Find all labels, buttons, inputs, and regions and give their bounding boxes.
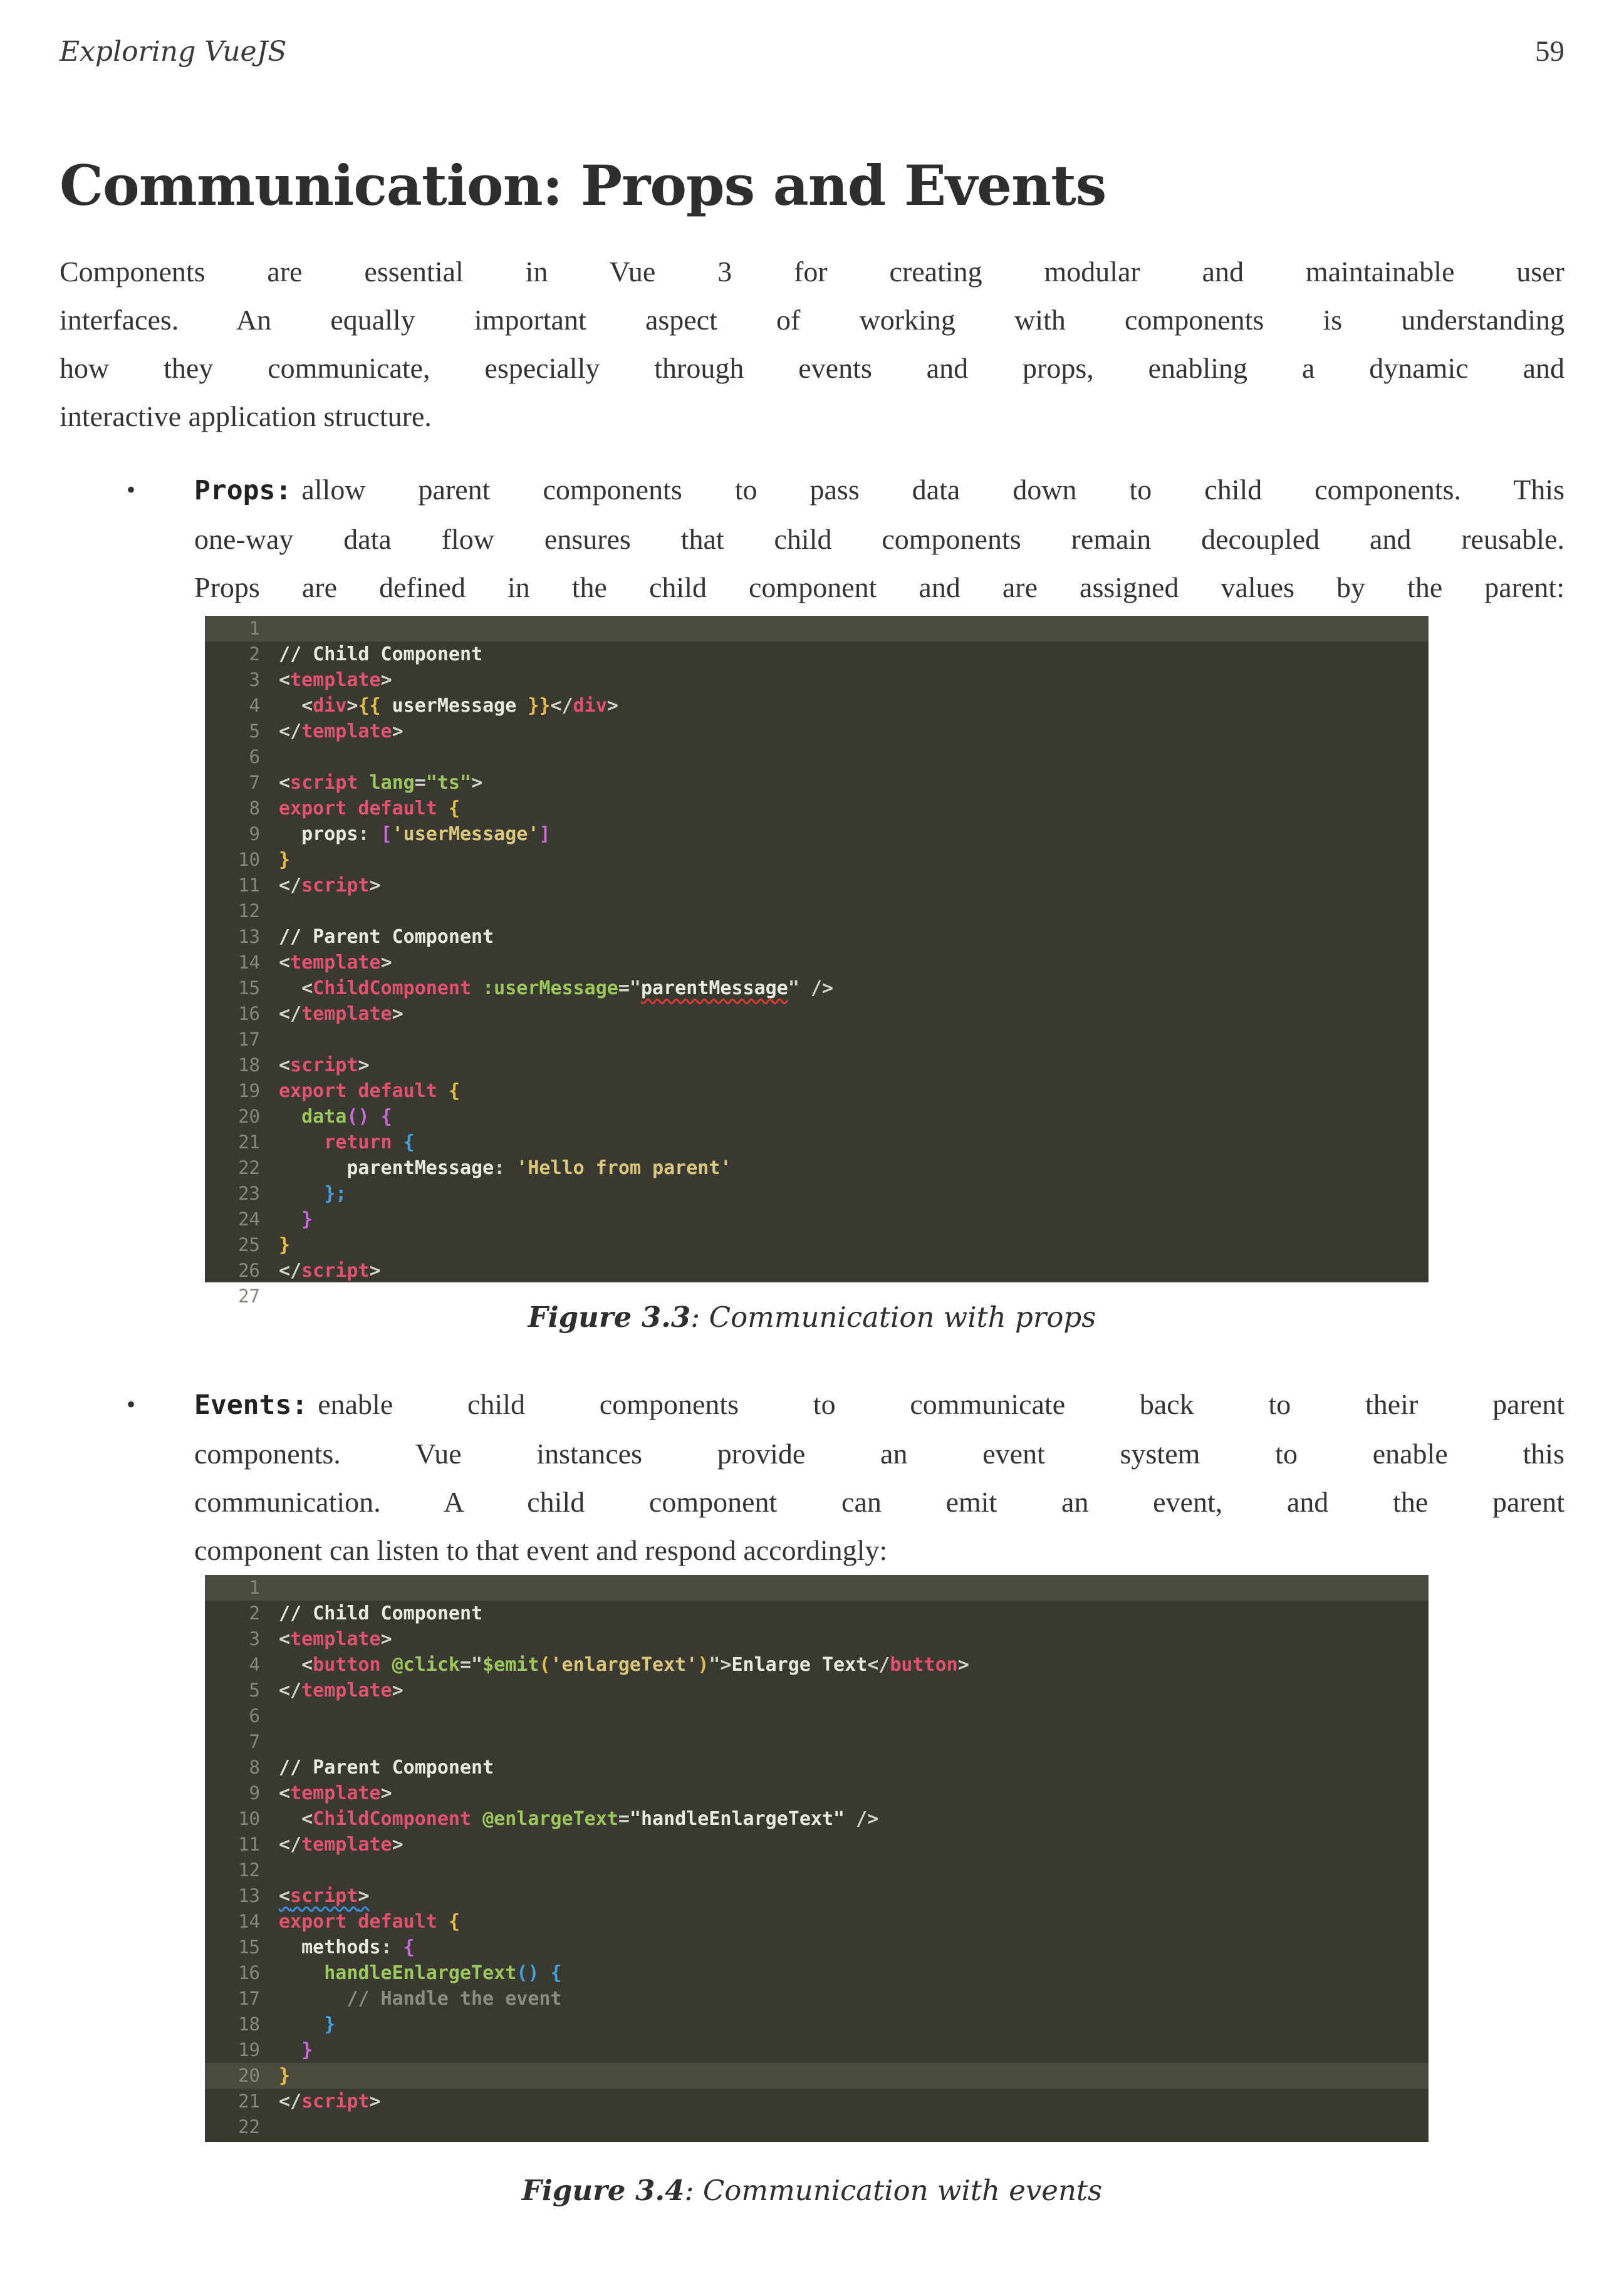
code-line: [205, 821, 1429, 847]
running-header: [60, 34, 1564, 69]
line-number: 17: [238, 1028, 260, 1050]
code-text: parentMessage: 'Hello from parent': [279, 1156, 732, 1179]
line-number: 7: [249, 771, 260, 793]
figure-caption-3-3: [60, 1299, 1564, 1336]
code-text: </template>: [279, 1679, 403, 1701]
code-text: export default {: [279, 1079, 460, 1102]
code-text: <script>: [279, 1054, 370, 1076]
line-number: 11: [238, 874, 260, 896]
line-number: 3: [249, 1628, 260, 1649]
line-number: 6: [249, 745, 260, 767]
bullet-line: one-way data flow ensures that child components remain decoupled and reusable.: [194, 522, 1564, 555]
line-number: 26: [238, 1259, 260, 1281]
line-number: 14: [238, 951, 260, 973]
code-line: [205, 1601, 1429, 1626]
code-line: [205, 950, 1429, 975]
code-line: [205, 873, 1429, 898]
bullet-line: [194, 465, 1564, 515]
code-text: methods: {: [279, 1936, 415, 1958]
code-line: [205, 2114, 1429, 2140]
code-text: </template>: [279, 1833, 403, 1856]
code-line: [205, 719, 1429, 744]
code-text: <template>: [279, 1782, 392, 1804]
code-text: // Child Component: [279, 1602, 483, 1624]
paragraph-line: interactive application structure.: [60, 400, 432, 432]
code-text: <div>{{ userMessage }}</div>: [301, 694, 618, 717]
code-editor-screenshot-events: [205, 1575, 1429, 2142]
line-number: 17: [238, 1987, 260, 2009]
code-text: props: ['userMessage']: [279, 823, 551, 845]
code-text: };: [324, 1182, 347, 1205]
bullet-line: components. Vue instances provide an event system to enable this: [194, 1437, 1564, 1470]
code-text: <ChildComponent :userMessage="parentMessage" />: [301, 977, 834, 999]
line-number: 1: [249, 617, 260, 639]
code-line: [205, 1104, 1429, 1130]
code-line: [205, 1729, 1429, 1755]
line-number: 21: [238, 2090, 260, 2112]
line-number: 11: [238, 1833, 260, 1855]
bullet-line: communication. A child component can emit an event, and the parent: [194, 1485, 1564, 1518]
running-header-title: Exploring VueJS: [60, 36, 287, 68]
line-number: 16: [238, 1002, 260, 1024]
code-text: export default {: [279, 1910, 460, 1933]
line-number: 10: [238, 848, 260, 870]
bullet-line: component can listen to that event and respond accordingly:: [194, 1534, 888, 1566]
line-number: 24: [238, 1208, 260, 1230]
line-number: 20: [238, 2064, 260, 2086]
code-text: }: [279, 1234, 291, 1256]
code-line: [205, 1755, 1429, 1780]
code-text: data() {: [301, 1105, 392, 1128]
code-text: <template>: [279, 1628, 392, 1650]
code-line: [205, 1678, 1429, 1703]
code-line: [205, 2037, 1429, 2063]
line-number: 4: [249, 1653, 260, 1675]
line-number: 14: [238, 1910, 260, 1932]
code-line: [205, 1780, 1429, 1806]
line-number: 22: [238, 2116, 260, 2138]
bullet-marker: •: [127, 1390, 136, 1418]
code-line: [205, 1207, 1429, 1232]
line-number: 27: [238, 1285, 260, 1307]
code-line: [205, 642, 1429, 667]
code-line: [205, 1001, 1429, 1027]
line-number: 19: [238, 2039, 260, 2060]
code-line: [205, 1575, 1429, 1601]
code-text: // Child Component: [279, 643, 483, 665]
code-line: [205, 1909, 1429, 1935]
intro-paragraph: [60, 247, 1564, 440]
line-number: 2: [249, 1602, 260, 1624]
code-text: // Parent Component: [279, 1756, 494, 1779]
code-line: [205, 1155, 1429, 1181]
bullet-text: enable child components to communicate back to their parent: [318, 1388, 1564, 1420]
line-number: 9: [249, 823, 260, 844]
code-text: <template>: [279, 668, 392, 691]
line-number: 7: [249, 1730, 260, 1752]
code-line: [205, 1232, 1429, 1258]
bullet-label-props: Props:: [194, 474, 292, 506]
line-number: 9: [249, 1782, 260, 1804]
code-text: </template>: [279, 1002, 403, 1025]
code-line: [205, 1052, 1429, 1078]
paragraph-line: Components are essential in Vue 3 for creating modular and maintainable user: [60, 255, 1564, 288]
code-text: }: [301, 2039, 313, 2061]
code-line: [205, 1652, 1429, 1678]
line-number: 15: [238, 977, 260, 999]
figure-caption-label: Figure 3.4: [521, 2173, 685, 2207]
code-line: [205, 693, 1429, 719]
page-number: 59: [1535, 35, 1564, 68]
code-listing: [205, 1575, 1429, 2140]
line-number: 5: [249, 1679, 260, 1701]
code-line: [205, 1806, 1429, 1832]
bullet-item-events: [127, 1380, 1564, 1574]
code-editor-screenshot-props: [205, 616, 1429, 1307]
code-text: <script lang="ts">: [279, 771, 483, 794]
code-line: [205, 1960, 1429, 1986]
line-number: 18: [238, 1054, 260, 1076]
line-number: 4: [249, 694, 260, 716]
code-line: [205, 1703, 1429, 1729]
bullet-label-events: Events:: [194, 1389, 308, 1421]
code-line: [205, 667, 1429, 693]
code-line: [205, 616, 1429, 642]
code-text: <template>: [279, 951, 392, 974]
line-number: 2: [249, 643, 260, 665]
code-text: handleEnlargeText() {: [324, 1961, 562, 1984]
paragraph-line: interfaces. An equally important aspect of working with components is understanding: [60, 303, 1564, 336]
section-heading: Communication: Props and Events: [60, 153, 1106, 218]
line-number: 25: [238, 1234, 260, 1255]
line-number: 23: [238, 1182, 260, 1204]
line-number: 12: [238, 1859, 260, 1881]
line-number: 15: [238, 1936, 260, 1958]
line-number: 12: [238, 900, 260, 922]
bullet-line: [194, 1380, 1564, 1430]
code-text: <button @click="$emit('enlargeText')">Enlarge Text</button>: [301, 1653, 969, 1676]
code-line: [205, 847, 1429, 873]
code-line: [205, 744, 1429, 770]
figure-caption-label: Figure 3.3: [528, 1300, 691, 1334]
code-text: <ChildComponent @enlargeText="handleEnlargeText" />: [301, 1807, 879, 1830]
line-number: 10: [238, 1807, 260, 1829]
code-text: // Parent Component: [279, 925, 494, 948]
code-text: </script>: [279, 874, 381, 896]
line-number: 1: [249, 1576, 260, 1598]
line-number: 21: [238, 1131, 260, 1153]
code-line: [205, 1130, 1429, 1155]
code-text: }: [279, 848, 291, 871]
code-line: [205, 1258, 1429, 1284]
code-line: [205, 1986, 1429, 2012]
code-line: [205, 898, 1429, 924]
code-line: [205, 1832, 1429, 1857]
line-number: 20: [238, 1105, 260, 1127]
code-line: [205, 975, 1429, 1001]
code-line: [205, 2089, 1429, 2114]
code-line: [205, 1857, 1429, 1883]
code-text: }: [279, 2064, 291, 2087]
code-line: [205, 1181, 1429, 1207]
line-number: 22: [238, 1156, 260, 1178]
code-listing: [205, 616, 1429, 1309]
code-text: }: [301, 1208, 313, 1230]
figure-caption-text: : Communication with events: [684, 2173, 1103, 2207]
figure-caption-text: : Communication with props: [690, 1300, 1096, 1334]
line-number: 19: [238, 1079, 260, 1101]
figure-caption-3-4: [60, 2172, 1564, 2210]
line-number: 18: [238, 2013, 260, 2035]
line-number: 8: [249, 797, 260, 819]
line-number: 5: [249, 720, 260, 742]
code-line: [205, 1027, 1429, 1052]
code-line: [205, 1078, 1429, 1104]
code-line: [205, 770, 1429, 796]
code-line: [205, 796, 1429, 821]
code-text: </script>: [279, 2090, 381, 2112]
code-text: }: [324, 2013, 336, 2035]
code-text: // Handle the event: [279, 1987, 562, 2010]
code-text: return {: [324, 1131, 415, 1153]
code-text: export default {: [279, 797, 460, 819]
line-number: 13: [238, 1884, 260, 1906]
line-number: 8: [249, 1756, 260, 1778]
bullet-line: Props are defined in the child component and are assigned values by the parent:: [194, 571, 1564, 603]
bullet-item-props: [127, 465, 1564, 611]
code-line: [205, 1883, 1429, 1909]
code-line: [205, 924, 1429, 950]
line-number: 16: [238, 1961, 260, 1983]
code-line: [205, 1935, 1429, 1960]
code-text: </script>: [279, 1259, 381, 1282]
code-text: </template>: [279, 720, 403, 742]
code-line: [205, 2012, 1429, 2037]
bullet-text: allow parent components to pass data down to child components. This: [301, 473, 1564, 506]
paragraph-line: how they communicate, especially through events and props, enabling a dynamic and: [60, 351, 1564, 384]
code-line: [205, 1626, 1429, 1652]
code-text: <script>: [279, 1884, 370, 1907]
code-line: [205, 2063, 1429, 2089]
bullet-marker: •: [127, 475, 136, 504]
line-number: 3: [249, 668, 260, 690]
line-number: 13: [238, 925, 260, 947]
line-number: 6: [249, 1705, 260, 1727]
